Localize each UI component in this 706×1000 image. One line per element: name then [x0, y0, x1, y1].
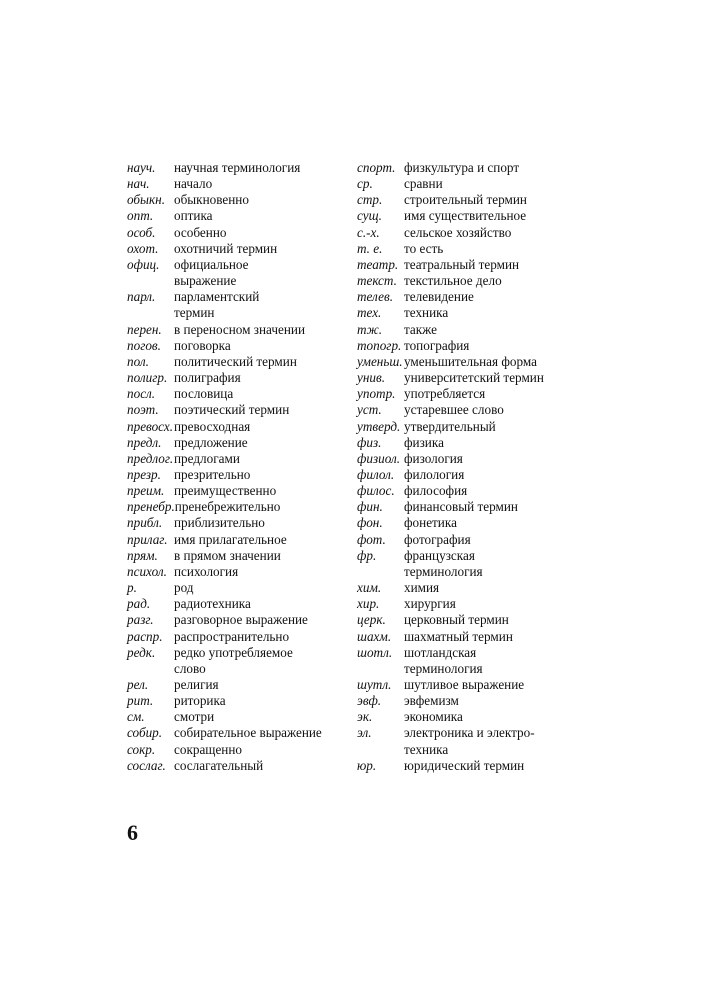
definition: университетский термин: [404, 370, 544, 386]
abbreviation-entry: [357, 483, 577, 499]
definition: сокращенно: [174, 741, 243, 757]
abbreviation: топогр.: [357, 337, 402, 353]
definition: юридический термин: [404, 757, 525, 773]
page-number: 6: [127, 820, 138, 845]
abbreviation: сослаг.: [127, 757, 166, 773]
abbreviation: спорт.: [357, 160, 396, 175]
abbreviation: р.: [127, 580, 137, 596]
abbreviation: психол.: [127, 563, 167, 579]
definition: приблизительно: [174, 515, 265, 531]
abbreviation-entry: [357, 322, 577, 338]
abbreviation: прям.: [127, 547, 158, 563]
abbreviation: разг.: [127, 612, 154, 628]
abbreviation: нач.: [127, 176, 150, 192]
abbreviation: офиц.: [127, 256, 160, 272]
definition: физология: [404, 450, 463, 466]
abbreviation-entry: [357, 241, 577, 257]
definition: психология: [174, 563, 239, 579]
definition: особенно: [174, 224, 227, 240]
abbreviation-entry: [127, 257, 347, 289]
abbreviation: унив.: [357, 370, 386, 386]
definition: парламентский термин: [174, 289, 260, 321]
definition: поэтический термин: [174, 402, 290, 418]
abbreviation-entry: [357, 612, 577, 628]
abbreviation: фр.: [357, 547, 377, 563]
definition: то есть: [404, 240, 444, 256]
definition: официальное выражение: [174, 256, 249, 289]
abbreviation-entry: [357, 580, 577, 596]
abbreviation: превосх.: [127, 418, 174, 434]
definition: сравни: [404, 176, 443, 192]
abbreviation: фин.: [357, 499, 383, 515]
abbreviation-entry: [357, 370, 577, 386]
abbreviation-entry: [357, 596, 577, 612]
abbreviation-entry: [357, 289, 577, 305]
abbreviation: см.: [127, 709, 145, 725]
definition: преимущественно: [174, 483, 277, 499]
abbreviation-entry: [127, 225, 347, 241]
definition: финансовый термин: [404, 499, 518, 515]
abbreviation-entry: [357, 499, 577, 515]
abbreviation: уст.: [357, 402, 382, 418]
definition: предложение: [174, 434, 248, 450]
abbreviation-entry: [127, 677, 347, 693]
abbreviation-entry: [127, 402, 347, 418]
abbreviation: с.-х.: [357, 224, 380, 240]
abbreviation-entry: [357, 515, 577, 531]
abbreviation-entry: [127, 532, 347, 548]
definition: физкультура и спорт: [404, 160, 520, 175]
abbreviation: т. е.: [357, 240, 383, 256]
abbreviation: филос.: [357, 483, 395, 499]
abbreviation: шутл.: [357, 677, 392, 692]
definition: устаревшее слово: [404, 402, 504, 418]
definition: физика: [404, 434, 444, 450]
abbreviation: рит.: [127, 693, 154, 709]
abbreviation: редк.: [127, 644, 156, 660]
abbreviation-entry: [357, 709, 577, 725]
abbreviation: пренебр.: [127, 499, 175, 515]
abbreviation-entry: [127, 515, 347, 531]
abbreviation-entry: [357, 257, 577, 273]
abbreviation: опт.: [127, 208, 154, 224]
abbreviation-entry: [127, 192, 347, 208]
abbreviation: собир.: [127, 725, 163, 741]
abbreviation: хим.: [357, 580, 382, 596]
definition: шотландская терминология: [404, 644, 483, 676]
definition: химия: [404, 580, 440, 596]
definition: также: [404, 321, 437, 337]
abbreviation-entry: [127, 322, 347, 338]
abbreviation-list-right: [357, 160, 577, 774]
abbreviation: предл.: [127, 434, 162, 450]
abbreviation-entry: [127, 564, 347, 580]
definition: религия: [174, 677, 219, 692]
definition: церковный термин: [404, 612, 509, 628]
abbreviation-entry: [127, 289, 347, 321]
definition: в переносном значении: [174, 321, 306, 337]
abbreviation: полигр.: [127, 370, 168, 386]
abbreviation: хир.: [357, 596, 380, 612]
abbreviation-entry: [127, 499, 347, 515]
abbreviation-entry: [127, 176, 347, 192]
definition: пословица: [174, 386, 234, 402]
abbreviation-entry: [127, 208, 347, 224]
abbreviation: сокр.: [127, 741, 156, 757]
abbreviation: рел.: [127, 677, 149, 692]
definition: электроника и электро- техника: [404, 725, 535, 757]
abbreviation-entry: [357, 629, 577, 645]
definition: редко употребляемое слово: [174, 644, 293, 676]
abbreviation: фон.: [357, 515, 383, 531]
abbreviation: текст.: [357, 273, 397, 289]
definition: охотничий термин: [174, 240, 278, 256]
abbreviation-entry: [357, 354, 577, 370]
abbreviation-entry: [357, 451, 577, 467]
abbreviation: охот.: [127, 240, 159, 256]
abbreviation-entry: [127, 742, 347, 758]
definition: театральный термин: [404, 256, 520, 272]
definition: экономика: [404, 709, 463, 725]
abbreviation: телев.: [357, 289, 394, 305]
definition: хирургия: [404, 596, 456, 612]
definition: оптика: [174, 208, 213, 224]
definition: обыкновенно: [174, 192, 249, 208]
definition: презрительно: [174, 466, 251, 482]
abbreviation-entry: [357, 677, 577, 693]
abbreviation: пол.: [127, 353, 149, 369]
abbreviation-entry: [127, 370, 347, 386]
definition: фонетика: [404, 515, 457, 531]
abbreviation-entry: [357, 693, 577, 709]
abbreviation: погов.: [127, 337, 161, 353]
definition: сельское хозяйство: [404, 224, 512, 240]
abbreviation-entry: [357, 305, 577, 321]
abbreviation-entry: [357, 338, 577, 354]
abbreviation: фот.: [357, 531, 386, 547]
abbreviation: театр.: [357, 256, 399, 272]
abbreviation: обыкн.: [127, 192, 165, 208]
abbreviation-entry: [357, 725, 577, 757]
definition: политический термин: [174, 353, 297, 369]
definition: употребляется: [404, 386, 486, 402]
definition: текстильное дело: [404, 273, 502, 289]
definition: шахматный термин: [404, 628, 513, 644]
definition: распространительно: [174, 628, 290, 644]
definition: собирательное выражение: [174, 725, 322, 741]
definition: предлогами: [174, 450, 240, 466]
definition: фотография: [404, 531, 471, 547]
abbreviation: посл.: [127, 386, 156, 402]
abbreviation: уменьш.: [357, 353, 403, 369]
definition: полиграфия: [174, 370, 241, 386]
definition: пренебрежительно: [174, 499, 281, 515]
abbreviation-entry: [357, 532, 577, 548]
abbreviation-entry: [357, 273, 577, 289]
abbreviation: стр.: [357, 192, 383, 208]
definition: филология: [404, 466, 465, 482]
abbreviation: церк.: [357, 612, 386, 628]
abbreviation-entry: [127, 645, 347, 677]
abbreviation: утверд.: [357, 418, 401, 434]
abbreviation: тж.: [357, 321, 383, 337]
abbreviation: распр.: [127, 628, 163, 644]
definition: имя прилагательное: [174, 531, 287, 547]
definition: род: [174, 580, 194, 596]
abbreviation: шахм.: [357, 628, 392, 644]
abbreviation-entry: [357, 160, 577, 176]
abbreviation: ср.: [357, 176, 373, 192]
abbreviation-entry: [357, 176, 577, 192]
abbreviation-entry: [357, 208, 577, 224]
abbreviation-entry: [357, 192, 577, 208]
abbreviation: прилаг.: [127, 531, 168, 547]
abbreviation: презр.: [127, 466, 161, 482]
definition: научная терминология: [174, 160, 301, 175]
definition: поговорка: [174, 337, 231, 353]
definition: философия: [404, 483, 468, 499]
definition: смотри: [174, 709, 215, 725]
definition: превосходная: [174, 418, 251, 434]
abbreviation-entry: [357, 435, 577, 451]
abbreviation-entry: [127, 612, 347, 628]
abbreviation: шотл.: [357, 644, 393, 660]
abbreviation-entry: [127, 758, 347, 774]
abbreviation: поэт.: [127, 402, 159, 418]
abbreviation-entry: [357, 645, 577, 677]
definition: техника: [404, 305, 449, 321]
definition: телевидение: [404, 289, 474, 305]
abbreviation-entry: [127, 709, 347, 725]
abbreviation-entry: [127, 338, 347, 354]
abbreviation: особ.: [127, 224, 156, 240]
abbreviation: физиол.: [357, 450, 401, 466]
abbreviation-entry: [127, 548, 347, 564]
definition: строительный термин: [404, 192, 527, 208]
abbreviation: сущ.: [357, 208, 382, 224]
abbreviation-entry: [357, 386, 577, 402]
abbreviation: предлог.: [127, 450, 174, 466]
abbreviation-entry: [127, 629, 347, 645]
abbreviation-list-left: [127, 160, 347, 774]
definition: топография: [404, 337, 470, 353]
abbreviation: эвф.: [357, 693, 382, 709]
abbreviation-entry: [357, 548, 577, 580]
abbreviation-entry: [127, 483, 347, 499]
abbreviation: парл.: [127, 289, 156, 305]
definition: шутливое выражение: [404, 677, 525, 692]
abbreviation-entry: [127, 580, 347, 596]
abbreviation: науч.: [127, 160, 156, 175]
abbreviation-entry: [127, 241, 347, 257]
abbreviation-entry: [127, 693, 347, 709]
abbreviation: физ.: [357, 434, 382, 450]
definition: утвердительный: [404, 418, 496, 434]
abbreviation-entry: [127, 725, 347, 741]
abbreviation: эл.: [357, 725, 372, 741]
abbreviation-entry: [127, 596, 347, 612]
definition: радиотехника: [174, 596, 251, 612]
abbreviation-entry: [127, 451, 347, 467]
abbreviation: рад.: [127, 596, 151, 612]
abbreviation: эк.: [357, 709, 373, 725]
abbreviation-entry: [357, 419, 577, 435]
definition: французская терминология: [404, 547, 483, 579]
abbreviation: тех.: [357, 305, 382, 321]
definition: сослагательный: [174, 757, 264, 773]
definition: риторика: [174, 693, 226, 709]
abbreviation-entry: [127, 160, 347, 176]
abbreviation-entry: [127, 435, 347, 451]
definition: имя существительное: [404, 208, 527, 224]
abbreviation: юр.: [357, 757, 377, 773]
abbreviation-entry: [357, 758, 577, 774]
abbreviation-entry: [127, 419, 347, 435]
abbreviation: филол.: [357, 466, 395, 482]
abbreviation: преим.: [127, 483, 165, 499]
abbreviation-entry: [357, 402, 577, 418]
abbreviation-entry: [357, 467, 577, 483]
definition: начало: [174, 176, 213, 192]
abbreviation-entry: [127, 354, 347, 370]
abbreviation-entry: [357, 225, 577, 241]
definition: уменьшительная форма: [404, 353, 538, 369]
abbreviation: прибл.: [127, 515, 163, 531]
definition: эвфемизм: [404, 693, 459, 709]
abbreviation-entry: [127, 467, 347, 483]
abbreviation: перен.: [127, 321, 162, 337]
definition: в прямом значении: [174, 547, 281, 563]
abbreviation: употр.: [357, 386, 396, 402]
abbreviation-entry: [127, 386, 347, 402]
definition: разговорное выражение: [174, 612, 308, 628]
